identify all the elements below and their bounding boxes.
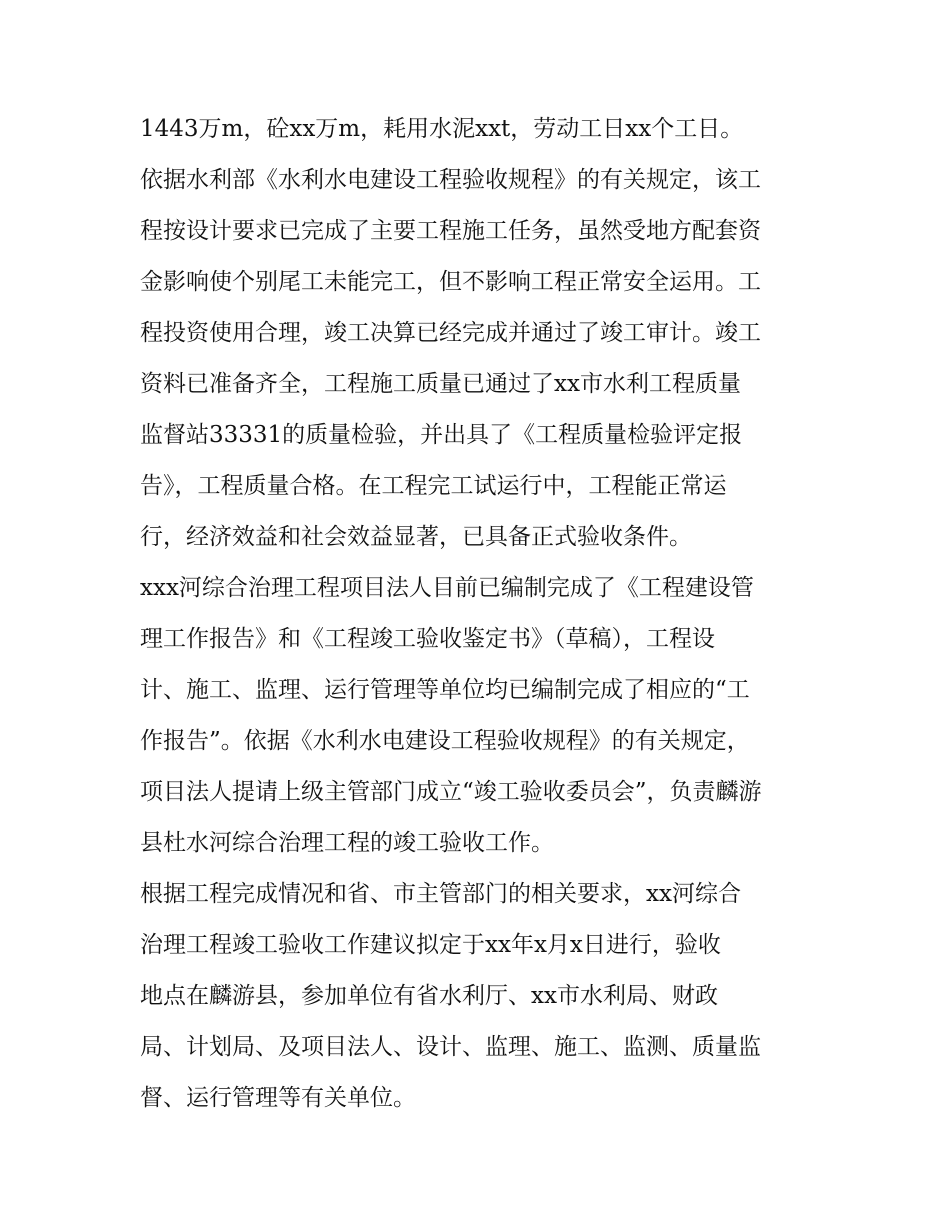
text-line: 计、施工、监理、运行管理等单位均已编制完成了相应的“工	[140, 677, 750, 703]
text-line: 监督站33331的质量检验，并出具了《工程质量检验评定报	[140, 422, 743, 448]
text-line: 县杜水河综合治理工程的竣工验收工作。	[140, 830, 554, 856]
text-line: 行，经济效益和社会效益显著，已具备正式验收条件。	[140, 524, 692, 550]
text-line: 地点在麟游县，参加单位有省水利厅、xx市水利局、财政	[140, 983, 718, 1009]
text-line: 程按设计要求已完成了主要工程施工任务，虽然受地方配套资	[140, 218, 761, 244]
text-line: 1443万m，砼xx万m，耗用水泥xxt，劳动工日xx个工日。	[140, 116, 744, 142]
text-line: 依据水利部《水利水电建设工程验收规程》的有关规定，该工	[140, 167, 761, 193]
document-body	[140, 104, 820, 1124]
text-line: 局、计划局、及项目法人、设计、监理、施工、监测、质量监	[140, 1034, 761, 1060]
text-line: 告》，工程质量合格。在工程完工试运行中，工程能正常运	[140, 473, 727, 499]
text-line: 治理工程竣工验收工作建议拟定于xx年x月x日进行，验收	[140, 932, 721, 958]
text-line: xxx河综合治理工程项目法人目前已编制完成了《工程建设管	[140, 575, 754, 601]
text-line: 根据工程完成情况和省、市主管部门的相关要求，xx河综合	[140, 881, 741, 907]
text-line: 督、运行管理等有关单位。	[140, 1085, 416, 1111]
text-line: 作报告”。依据《水利水电建设工程验收规程》的有关规定，	[140, 728, 750, 754]
text-line: 金影响使个别尾工未能完工，但不影响工程正常安全运用。工	[140, 269, 761, 295]
text-line: 项目法人提请上级主管部门成立“竣工验收委员会”，负责麟游	[140, 779, 762, 805]
text-line: 理工作报告》和《工程竣工验收鉴定书》（草稿），工程设	[140, 626, 715, 652]
text-line: 资料已准备齐全，工程施工质量已通过了xx市水利工程质量	[140, 371, 741, 397]
text-line: 程投资使用合理，竣工决算已经完成并通过了竣工审计。竣工	[140, 320, 761, 346]
